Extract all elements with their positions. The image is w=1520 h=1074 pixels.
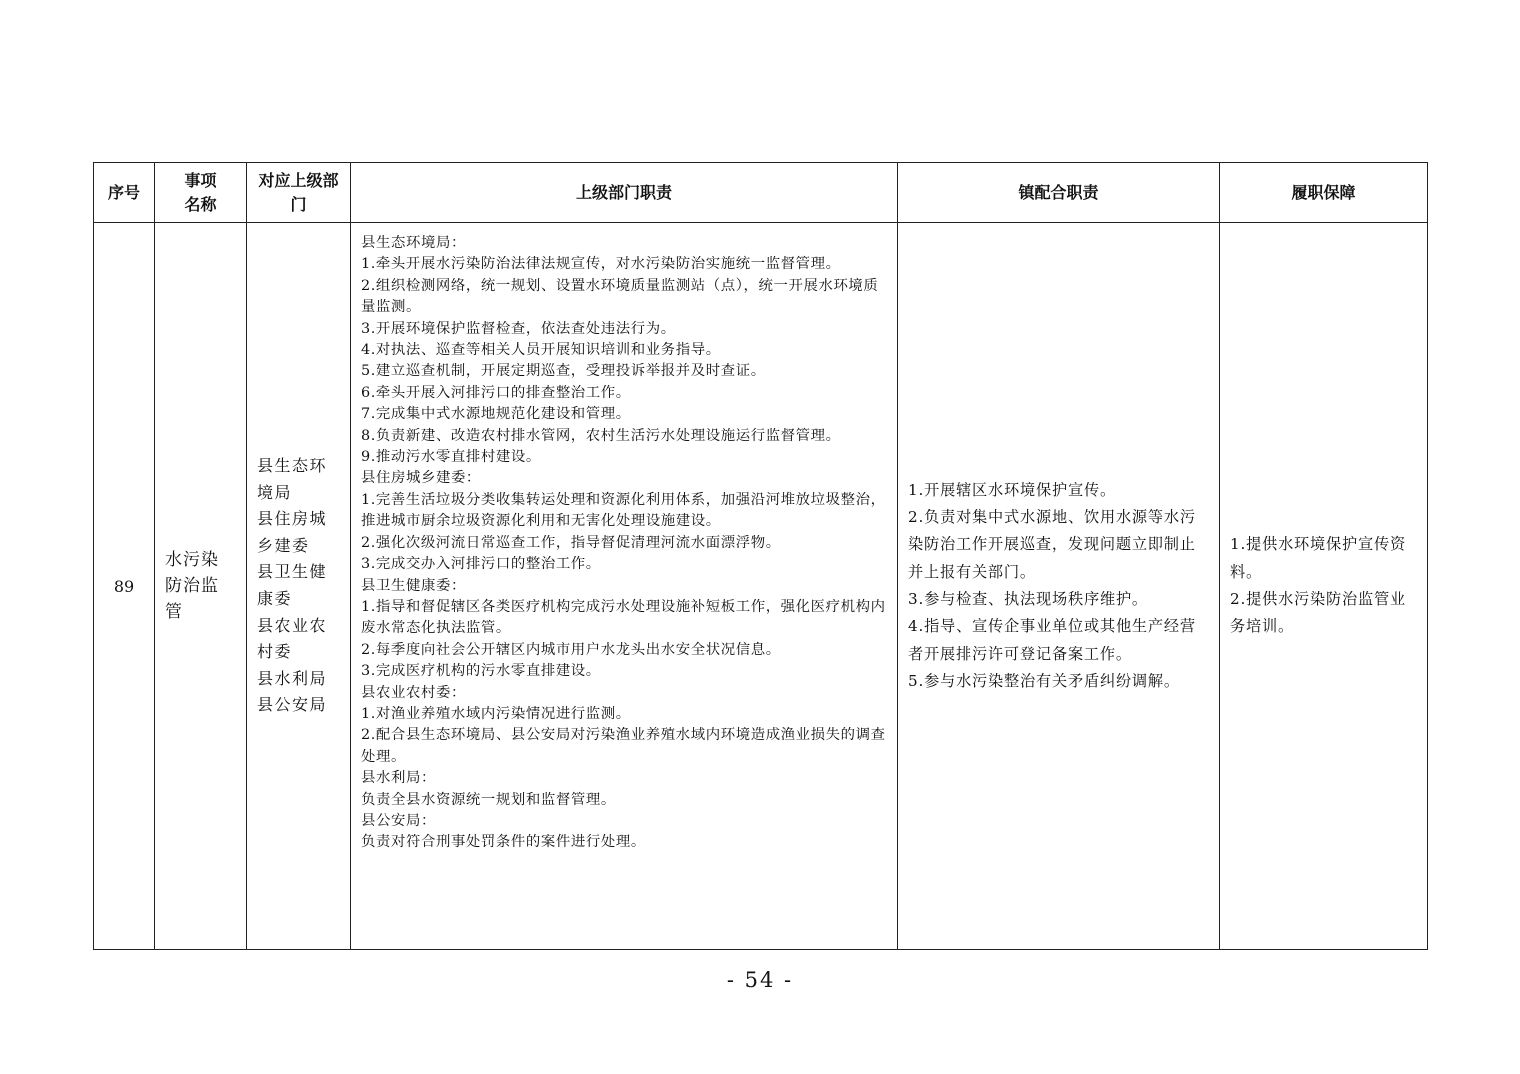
town-duty-line: 2.负责对集中式水源地、饮用水源等水污染防治工作开展巡查，发现问题立即制止并上报有关部门。 — [908, 508, 1196, 581]
header-upper-dept — [247, 163, 351, 223]
duty-table — [93, 162, 1428, 950]
header-seq: 序号 — [94, 163, 155, 223]
duty-line: 负责对符合刑事处罚条件的案件进行处理。 — [361, 834, 646, 851]
duty-line: 2.强化次级河流日常巡查工作，指导督促清理河流水面漂浮物。 — [361, 534, 781, 551]
header-upper-dept-text: 对应上级部门 — [258, 170, 339, 214]
town-duty-line: 5.参与水污染整治有关矛盾纠纷调解。 — [908, 671, 1180, 690]
guarantee-cell — [1220, 223, 1428, 950]
dept-line: 县农业农 — [257, 615, 328, 635]
town-duty-line: 4.指导、宣传企事业单位或其他生产经营者开展排污许可登记备案工作。 — [908, 617, 1196, 663]
header-item-name-text: 事项名称 — [184, 170, 217, 214]
duty-line: 1.完善生活垃圾分类收集转运处理和资源化利用体系，加强沿河堆放垃圾整治，推进城市厨余垃圾资源化利用和无害化处理设施建设。 — [361, 491, 886, 530]
duty-line: 5.建立巡查机制，开展定期巡查，受理投诉举报并及时查证。 — [361, 363, 766, 380]
header-town-duties: 镇配合职责 — [898, 163, 1220, 223]
dept-line: 县住房城 — [257, 509, 328, 529]
dept-line: 境局 — [257, 482, 293, 502]
dept-line: 乡建委 — [257, 535, 310, 555]
duty-line: 1.对渔业养殖水域内污染情况进行监测。 — [361, 705, 631, 722]
header-item-name — [155, 163, 247, 223]
upper-dept-cell — [247, 223, 351, 950]
duty-line: 3.开展环境保护监督检查，依法查处违法行为。 — [361, 320, 676, 337]
seq-cell: 89 — [94, 223, 155, 950]
town-duties-cell — [898, 223, 1220, 950]
item-name-cell: 水污染防治监管 — [155, 223, 247, 950]
header-row — [94, 163, 1428, 223]
duty-line: 4.对执法、巡查等相关人员开展知识培训和业务指导。 — [361, 342, 721, 359]
page-number: - 54 - — [726, 968, 794, 992]
dept-line: 县卫生健 — [257, 562, 328, 582]
duty-line: 7.完成集中式水源地规范化建设和管理。 — [361, 406, 631, 423]
duty-line: 县农业农村委： — [361, 684, 466, 701]
duty-line: 负责全县水资源统一规划和监督管理。 — [361, 791, 616, 808]
duty-line: 8.负责新建、改造农村排水管网，农村生活污水处理设施运行监督管理。 — [361, 427, 841, 444]
duty-line: 县住房城乡建委： — [361, 470, 481, 487]
duty-line: 6.牵头开展入河排污口的排查整治工作。 — [361, 384, 631, 401]
header-upper-duties: 上级部门职责 — [351, 163, 898, 223]
duty-line: 2.每季度向社会公开辖区内城市用户水龙头出水安全状况信息。 — [361, 641, 781, 658]
dept-line: 县水利局 — [257, 668, 328, 688]
duty-line: 2.配合县生态环境局、县公安局对污染渔业养殖水域内环境造成渔业损失的调查处理。 — [361, 727, 886, 765]
dept-line: 县公安局 — [257, 695, 328, 715]
duty-line: 县生态环境局： — [361, 235, 466, 251]
town-duty-line: 1.开展辖区水环境保护宣传。 — [908, 480, 1116, 499]
guarantee-line: 1.提供水环境保护宣传资料。 — [1230, 535, 1406, 581]
guarantee-line: 2.提供水污染防治监管业务培训。 — [1230, 590, 1406, 636]
dept-line: 康委 — [257, 589, 293, 608]
table-row — [94, 223, 1428, 950]
duty-line: 县公安局： — [361, 812, 436, 829]
dept-line: 村委 — [257, 642, 293, 662]
duty-line: 县卫生健康委： — [361, 577, 466, 594]
header-guarantee: 履职保障 — [1220, 163, 1428, 223]
duty-line: 1.指导和督促辖区各类医疗机构完成污水处理设施补短板工作，强化医疗机构内废水常态化执法监管。 — [361, 598, 886, 637]
duty-line: 2.组织检测网络，统一规划、设置水环境质量监测站（点），统一开展水环境质量监测。 — [361, 277, 879, 316]
town-duty-line: 3.参与检查、执法现场秩序维护。 — [908, 590, 1148, 608]
duty-line: 3.完成交办入河排污口的整治工作。 — [361, 556, 601, 573]
duty-line: 县水利局： — [361, 770, 436, 787]
upper-duties-cell — [351, 223, 898, 950]
dept-line: 县生态环 — [257, 456, 328, 476]
duty-line: 1.牵头开展水污染防治法律法规宣传，对水污染防治实施统一监督管理。 — [361, 256, 841, 273]
duty-line: 9.推动污水零直排村建设。 — [361, 449, 541, 466]
duty-line: 3.完成医疗机构的污水零直排建设。 — [361, 663, 601, 680]
